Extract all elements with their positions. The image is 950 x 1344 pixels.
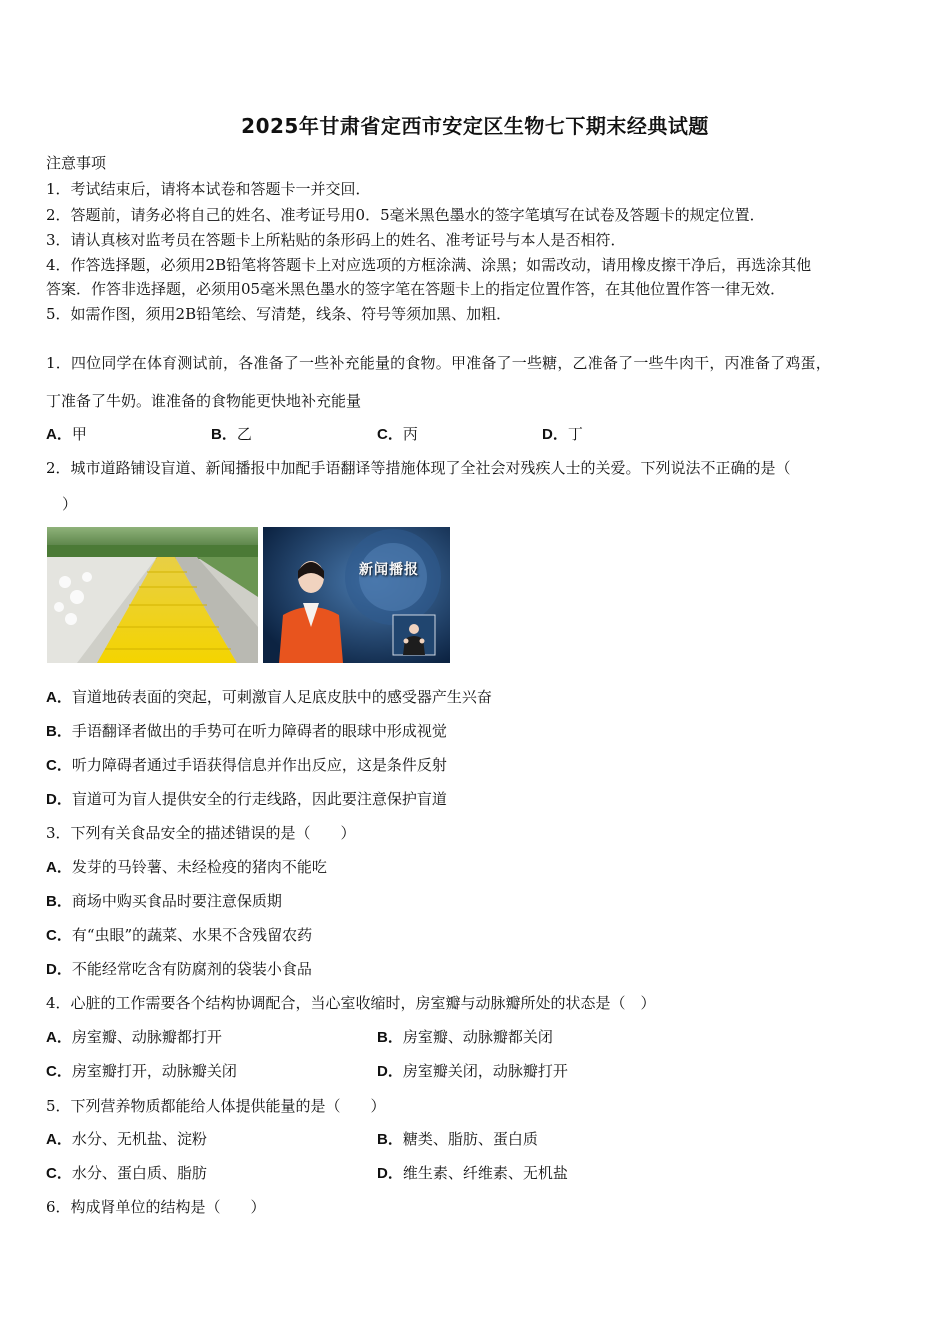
news-broadcast-photo <box>263 527 450 663</box>
tactile-paving-photo <box>47 527 258 663</box>
question-1-option-c[interactable]: C．丙 <box>377 425 418 443</box>
notice-item: 答案．作答非选择题，必须用05毫米黑色墨水的签字笔在答题卡上的指定位置作答，在其他位置作答一律无效． <box>46 280 786 298</box>
question-4-option-d[interactable]: D．房室瓣关闭，动脉瓣打开 <box>377 1062 568 1080</box>
question-4-stem: 4．心脏的工作需要各个结构协调配合，当心室收缩时，房室瓣与动脉瓣所处的状态是（ ） <box>46 994 656 1012</box>
notice-item: 2．答题前，请务必将自己的姓名、准考证号用0．5毫米黑色墨水的签字笔填写在试卷及答题卡的规定位置． <box>46 206 765 224</box>
question-1-option-d[interactable]: D．丁 <box>542 425 583 443</box>
notice-item: 4．作答选择题，必须用2B铅笔将答题卡上对应选项的方框涂满、涂黑；如需改动，请用橡皮擦干净后，再选涂其他 <box>46 256 812 274</box>
question-1-stem: 1．四位同学在体育测试前，各准备了一些补充能量的食物。甲准备了一些糖，乙准备了一些牛肉干，丙准备了鸡蛋， <box>46 354 831 372</box>
question-2-option-a[interactable]: A．盲道地砖表面的突起，可刺激盲人足底皮肤中的感受器产生兴奋 <box>46 688 492 706</box>
question-5-option-d[interactable]: D．维生素、纤维素、无机盐 <box>377 1164 568 1182</box>
news-broadcast-illustration <box>263 527 450 663</box>
question-3-option-c[interactable]: C．有“虫眼”的蔬菜、水果不含残留农药 <box>46 926 313 944</box>
notice-item: 1．考试结束后，请将本试卷和答题卡一并交回． <box>46 180 371 198</box>
question-6-stem: 6．构成肾单位的结构是（ ） <box>46 1198 266 1216</box>
question-1-stem-cont: 丁准备了牛奶。谁准备的食物能更快地补充能量 <box>46 392 362 410</box>
question-2-option-c[interactable]: C．听力障碍者通过手语获得信息并作出反应，这是条件反射 <box>46 756 447 774</box>
notice-item: 5．如需作图，须用2B铅笔绘、写清楚，线条、符号等须加黑、加粗． <box>46 305 512 323</box>
question-3-stem: 3．下列有关食品安全的描述错误的是（ ） <box>46 824 356 842</box>
question-4-option-a[interactable]: A．房室瓣、动脉瓣都打开 <box>46 1028 222 1046</box>
question-4-option-b[interactable]: B．房室瓣、动脉瓣都关闭 <box>377 1028 553 1046</box>
question-2-option-b[interactable]: B．手语翻译者做出的手势可在听力障碍者的眼球中形成视觉 <box>46 722 447 740</box>
question-1-option-b[interactable]: B．乙 <box>211 425 252 443</box>
news-broadcast-caption: 新闻播报 <box>359 562 419 578</box>
question-5-option-c[interactable]: C．水分、蛋白质、脂肪 <box>46 1164 207 1182</box>
notice-item: 3．请认真核对监考员在答题卡上所粘贴的条形码上的姓名、准考证号与本人是否相符． <box>46 231 626 249</box>
question-5-stem: 5．下列营养物质都能给人体提供能量的是（ ） <box>46 1097 386 1115</box>
question-3-option-a[interactable]: A．发芽的马铃薯、未经检疫的猪肉不能吃 <box>46 858 327 876</box>
question-5-option-a[interactable]: A．水分、无机盐、淀粉 <box>46 1130 207 1148</box>
question-3-option-d[interactable]: D．不能经常吃含有防腐剂的袋装小食品 <box>46 960 312 978</box>
question-2-option-d[interactable]: D．盲道可为盲人提供安全的行走线路，因此要注意保护盲道 <box>46 790 447 808</box>
question-4-option-c[interactable]: C．房室瓣打开，动脉瓣关闭 <box>46 1062 237 1080</box>
tactile-paving-illustration <box>47 527 258 663</box>
page-title: 2025年甘肃省定西市安定区生物七下期末经典试题 <box>241 114 709 138</box>
question-1-option-a[interactable]: A．甲 <box>46 425 87 443</box>
question-3-option-b[interactable]: B．商场中购买食品时要注意保质期 <box>46 892 282 910</box>
question-2-stem-cont: ） <box>62 495 78 513</box>
notice-heading: 注意事项 <box>46 154 107 172</box>
question-2-stem: 2．城市道路铺设盲道、新闻播报中加配手语翻译等措施体现了全社会对残疾人士的关爱。下列说法不正确的是（ <box>46 459 791 477</box>
question-5-option-b[interactable]: B．糖类、脂肪、蛋白质 <box>377 1130 538 1148</box>
